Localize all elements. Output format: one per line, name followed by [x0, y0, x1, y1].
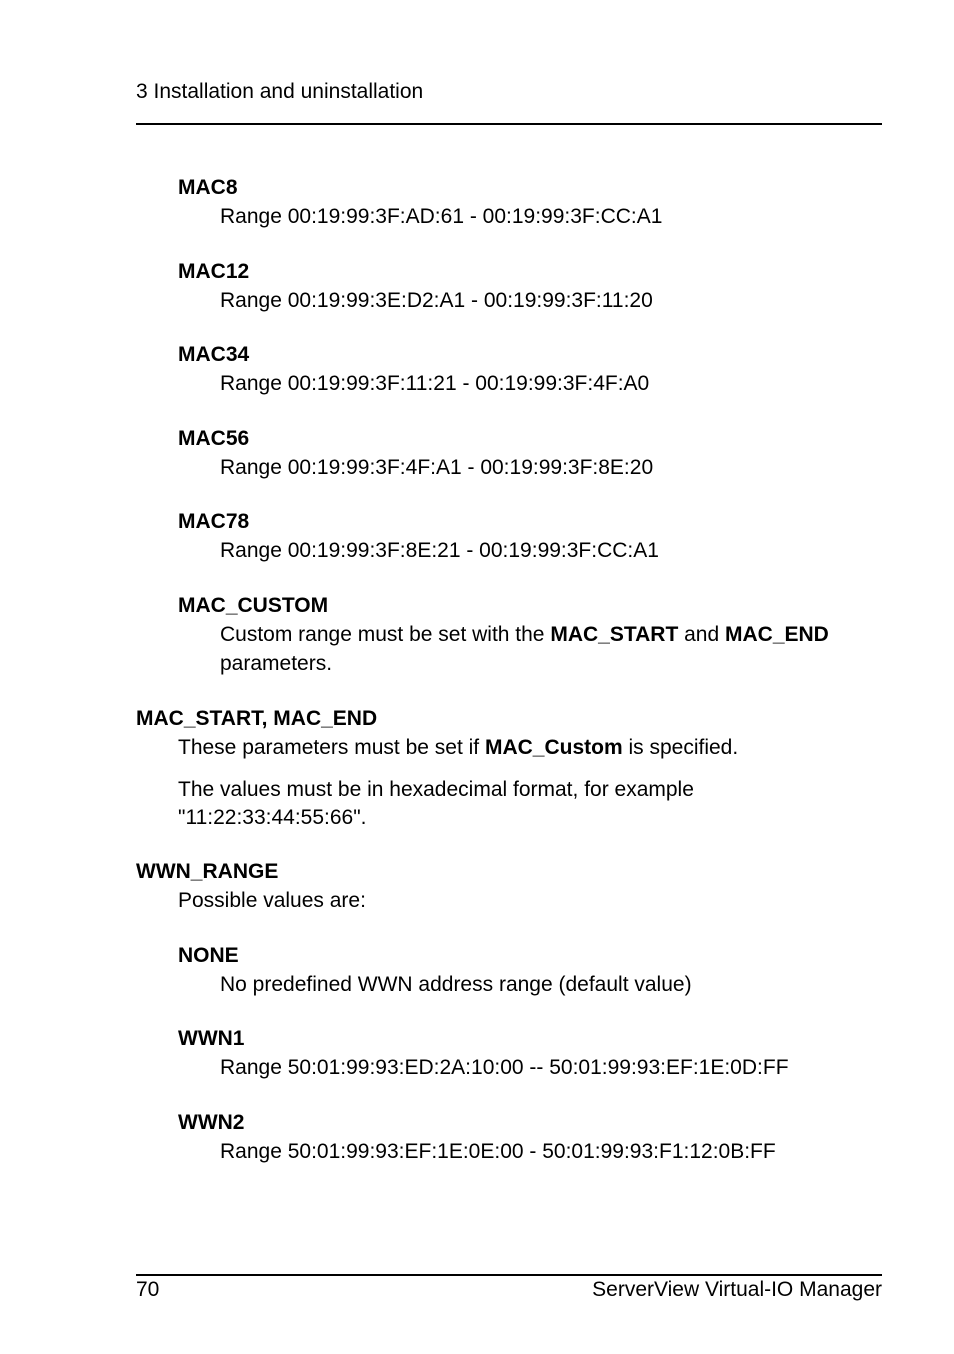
mac-custom-keyword: MAC_Custom	[484, 736, 623, 759]
mac-start-end-para2-line1: The values must be in hexadecimal format, for example	[178, 778, 694, 801]
mac-start-end-para1-prefix: These parameters must be set if	[178, 736, 485, 759]
mac8-term: MAC8	[178, 176, 238, 199]
mac78-description: Range 00:19:99:3F:8E:21 - 00:19:99:3F:CC:A1	[220, 539, 659, 562]
wwn1-description: Range 50:01:99:93:ED:2A:10:00 -- 50:01:99:93:EF:1E:0D:FF	[220, 1056, 789, 1079]
mac-custom-text-and: and	[678, 623, 725, 646]
mac56-term: MAC56	[178, 427, 250, 450]
wwn-range-heading: WWN_RANGE	[136, 860, 279, 883]
mac-custom-term: MAC_CUSTOM	[178, 594, 329, 617]
mac12-description: Range 00:19:99:3E:D2:A1 - 00:19:99:3F:11:20	[220, 289, 653, 312]
wwn-range-intro: Possible values are:	[178, 889, 366, 912]
mac-custom-description-line1	[220, 621, 829, 649]
mac56-description: Range 00:19:99:3F:4F:A1 - 00:19:99:3F:8E:20	[220, 456, 654, 479]
mac-custom-description-line2: parameters.	[220, 652, 333, 675]
footer-rule	[136, 1274, 882, 1276]
header-rule	[136, 123, 882, 125]
wwn2-term: WWN2	[178, 1111, 245, 1134]
mac-start-end-heading: MAC_START, MAC_END	[136, 707, 378, 730]
mac-custom-text-prefix: Custom range must be set with the	[220, 623, 551, 646]
wwn2-description: Range 50:01:99:93:EF:1E:0E:00 - 50:01:99:93:F1:12:0B:FF	[220, 1140, 776, 1163]
mac8-description: Range 00:19:99:3F:AD:61 - 00:19:99:3F:CC:A1	[220, 205, 663, 228]
mac78-term: MAC78	[178, 510, 250, 533]
mac-end-keyword: MAC_END	[725, 623, 829, 646]
wwn-none-description: No predefined WWN address range (default value)	[220, 973, 692, 996]
mac-start-end-para1	[178, 734, 738, 762]
page-number: 70	[136, 1278, 160, 1301]
running-header: 3 Installation and uninstallation	[136, 80, 424, 103]
mac-start-end-para1-suffix: is specified.	[622, 736, 739, 759]
wwn-none-term: NONE	[178, 944, 239, 967]
mac-start-keyword: MAC_START	[550, 623, 679, 646]
mac-start-end-para2-line2: "11:22:33:44:55:66".	[178, 806, 367, 829]
mac12-term: MAC12	[178, 260, 250, 283]
mac34-description: Range 00:19:99:3F:11:21 - 00:19:99:3F:4F:A0	[220, 372, 650, 395]
wwn1-term: WWN1	[178, 1027, 245, 1050]
mac34-term: MAC34	[178, 343, 250, 366]
footer-product-name: ServerView Virtual-IO Manager	[592, 1278, 882, 1301]
